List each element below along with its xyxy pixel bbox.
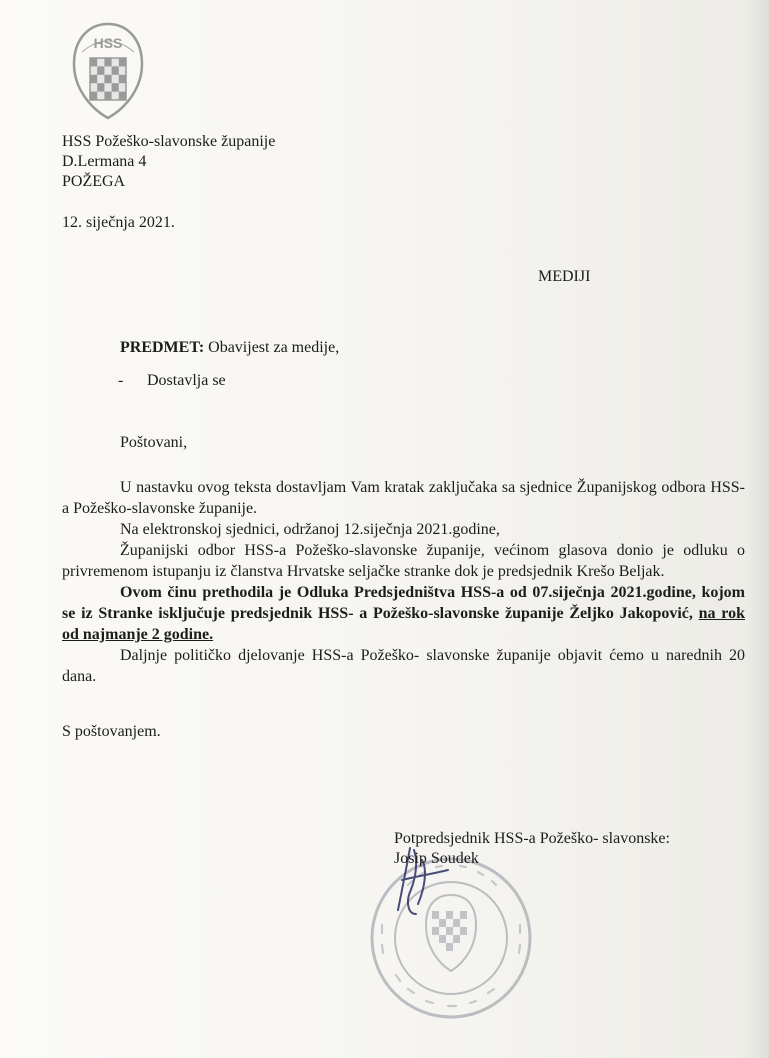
- closing: S poštovanjem.: [62, 723, 161, 740]
- signatory-name: Josip Soudek: [394, 850, 479, 867]
- hss-logo: [70, 22, 146, 120]
- subject-text: Obavijest za medije,: [204, 339, 340, 356]
- sender-name: HSS Požeško-slavonske županije: [62, 133, 276, 150]
- letter-date: 12. siječnja 2021.: [62, 214, 175, 231]
- paragraph-exclusion: [62, 582, 745, 645]
- bullet-marker: -: [118, 372, 124, 389]
- paragraph-next-steps: Daljnje političko djelovanje HSS-a Požeško- slavonske županije objavit ćemo u narednih 20 dana.: [62, 647, 745, 685]
- paragraph-decision: Županijski odbor HSS-a Požeško-slavonske županije, većinom glasova donio je odluku o privremenom istupanju iz članstva Hrvatske seljačke stranke dok je predsjednik Krešo Beljak.: [62, 542, 745, 580]
- signature-title: Potpredsjednik HSS-a Požeško- slavonske:: [394, 830, 670, 847]
- paragraph-session: Na elektronskoj sjednici, održanoj 12.siječnja 2021.godine,: [120, 521, 500, 538]
- bullet-text: Dostavlja se: [147, 372, 226, 389]
- svg-text:HSS: HSS: [93, 35, 123, 51]
- subject-label: PREDMET:: [120, 339, 205, 356]
- exclusion-bold-text: Ovom činu prethodila je Odluka Predsjedništva HSS-a od 07.siječnja 2021.godine, kojom se iz Stranke isključuje predsjednik HSS- a Požeško-slavonske županije Željko Jakopović,: [62, 584, 745, 622]
- exclusion-underlined-text: na rok od najmanje 2 godine.: [62, 605, 746, 643]
- sender-street: D.Lermana 4: [62, 153, 147, 170]
- sender-city: POŽEGA: [62, 173, 126, 190]
- paragraph-intro: U nastavku ovog teksta dostavljam Vam kratak zaključaka sa sjednice Županijskog odbora HSS-a Požeško-slavonske županije.: [62, 479, 745, 517]
- recipient: MEDIJI: [538, 268, 591, 285]
- subject-line: [120, 338, 339, 358]
- salutation: Poštovani,: [120, 434, 188, 451]
